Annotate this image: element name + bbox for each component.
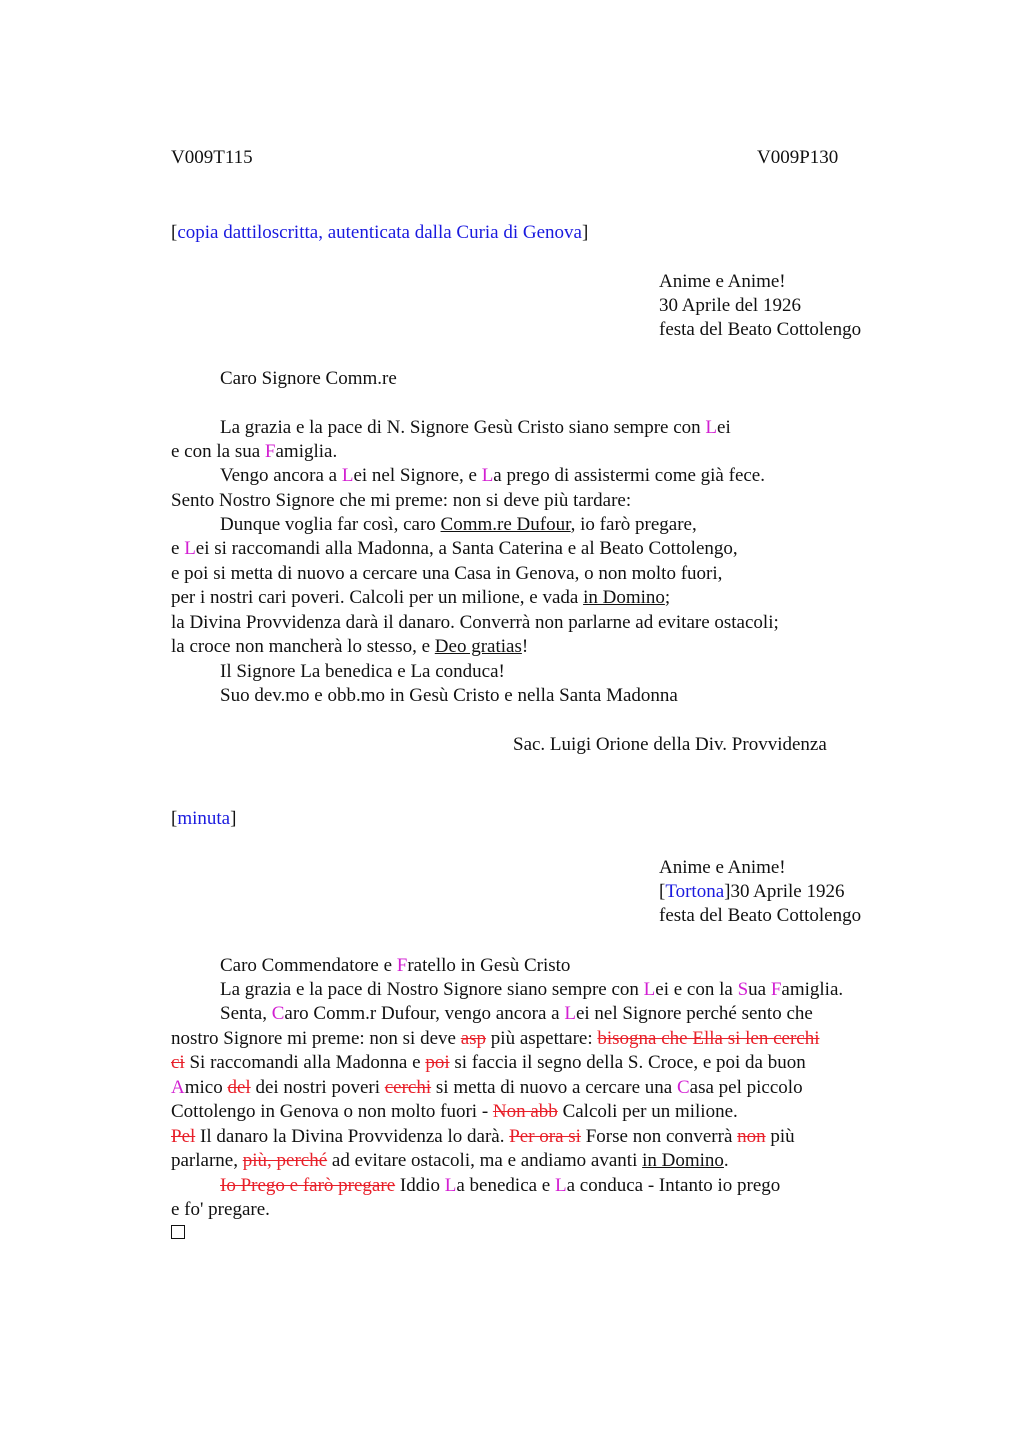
draft-body-line: e fo' pregare. xyxy=(171,1199,270,1220)
square-icon xyxy=(171,1222,185,1246)
copy-feast: festa del Beato Cottolengo xyxy=(659,319,862,340)
copy-body-line: e Lei si raccomandi alla Madonna, a Santa Caterina e al Beato Cottolengo, xyxy=(171,538,738,559)
copy-body-line: Sento Nostro Signore che mi preme: non si deve più tardare: xyxy=(171,490,632,511)
copy-salutation: Caro Signore Comm.re xyxy=(220,368,397,389)
copy-body-line: e poi si metta di nuovo a cercare una Casa in Genova, o non molto fuori, xyxy=(171,563,723,584)
draft-body-line: Io Prego e farò pregare Iddio La benedica e La conduca - Intanto io prego xyxy=(220,1175,781,1196)
copy-body-line: per i nostri cari poveri. Calcoli per un milione, e vada in Domino; xyxy=(171,587,671,608)
draft-place: Anime e Anime! xyxy=(659,857,786,878)
document-code-right: V009P130 xyxy=(757,147,839,168)
draft-feast: festa del Beato Cottolengo xyxy=(659,905,862,926)
copy-signature: Sac. Luigi Orione della Div. Provvidenza xyxy=(513,734,827,755)
copy-place: Anime e Anime! xyxy=(659,271,786,292)
copy-body-line: Il Signore La benedica e La conduca! xyxy=(220,661,505,682)
draft-source-note: [minuta] xyxy=(171,808,237,829)
copy-body-line: Suo dev.mo e obb.mo in Gesù Cristo e nella Santa Madonna xyxy=(220,685,678,706)
draft-date: [Tortona]30 Aprile 1926 xyxy=(659,881,845,902)
draft-body-line: Cottolengo in Genova o non molto fuori - Non abb Calcoli per un milione. xyxy=(171,1101,738,1122)
copy-body-line: la croce non mancherà lo stesso, e Deo gratias! xyxy=(171,636,529,657)
draft-body-line: La grazia e la pace di Nostro Signore siano sempre con Lei e con la Sua Famiglia. xyxy=(220,979,844,1000)
copy-source-note: [copia dattiloscritta, autenticata dalla Curia di Genova] xyxy=(171,222,589,243)
copy-body-line: e con la sua Famiglia. xyxy=(171,441,338,462)
copy-date: 30 Aprile del 1926 xyxy=(659,295,801,316)
draft-body-line: Pel Il danaro la Divina Provvidenza lo darà. Per ora si Forse non converrà non più xyxy=(171,1126,795,1147)
draft-body-line: parlarne, più, perché ad evitare ostacoli, ma e andiamo avanti in Domino. xyxy=(171,1150,729,1171)
copy-body-line: la Divina Provvidenza darà il danaro. Converrà non parlarne ad evitare ostacoli; xyxy=(171,612,779,633)
draft-body-line: Amico del dei nostri poveri cerchi si metta di nuovo a cercare una Casa pel piccolo xyxy=(171,1077,803,1098)
draft-body-line: Senta, Caro Comm.r Dufour, vengo ancora a Lei nel Signore perché sento che xyxy=(220,1003,813,1024)
draft-salutation: Caro Commendatore e Fratello in Gesù Cristo xyxy=(220,955,571,976)
draft-body-line: nostro Signore mi preme: non si deve asp più aspettare: bisogna che Ella si len cerchi xyxy=(171,1028,820,1049)
draft-body-line: ci Si raccomandi alla Madonna e poi si faccia il segno della S. Croce, e poi da buon xyxy=(171,1052,806,1073)
copy-body-line: Dunque voglia far così, caro Comm.re Dufour, io farò pregare, xyxy=(220,514,697,535)
copy-body-line: Vengo ancora a Lei nel Signore, e La prego di assistermi come già fece. xyxy=(220,465,765,486)
copy-body-line: La grazia e la pace di N. Signore Gesù Cristo siano sempre con Lei xyxy=(220,417,731,438)
document-code-left: V009T115 xyxy=(171,147,253,168)
